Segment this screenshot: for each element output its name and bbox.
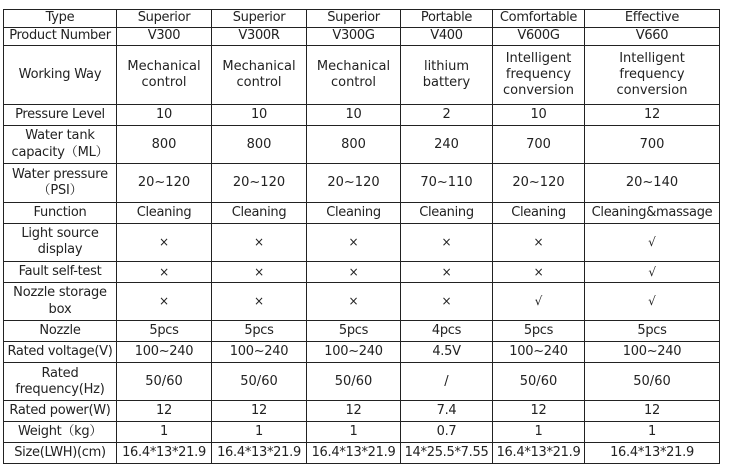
table-cell: 20~120 [493,164,585,202]
table-row [4,45,720,104]
table-cell: Superior [117,10,212,28]
table-cell: Cleaning [493,202,585,223]
table-cell: Cleaning [117,202,212,223]
table-cell: 50/60 [493,363,585,401]
table-cell: 800 [212,125,307,163]
table-cell: 7.4 [401,401,493,422]
table-cell: 4.5V [401,342,493,363]
table-cell: V660 [585,27,720,45]
table-row [4,27,720,45]
table-cell: 16.4*13*21.9 [585,443,720,464]
table-cell: 2 [401,105,493,126]
row-label: Type [4,10,117,28]
spec-table-body [4,10,720,464]
table-row [4,202,720,223]
row-label: Nozzle [4,321,117,342]
table-cell: 20~120 [117,164,212,202]
table-cell: 12 [117,401,212,422]
table-cell: Cleaning&massage [585,202,720,223]
table-cell: Cleaning [307,202,401,223]
table-cell: 12 [307,401,401,422]
table-cell: 5pcs [585,321,720,342]
table-cell: 50/60 [585,363,720,401]
table-cell: × [212,223,307,261]
table-cell: 100~240 [493,342,585,363]
table-cell: 50/60 [117,363,212,401]
table-cell: Superior [212,10,307,28]
table-row [4,282,720,320]
table-cell: 100~240 [585,342,720,363]
table-cell: 1 [212,422,307,443]
table-cell: 50/60 [212,363,307,401]
table-cell: × [117,282,212,320]
table-cell: V400 [401,27,493,45]
table-row [4,262,720,283]
table-row [4,363,720,401]
table-cell: 12 [585,401,720,422]
table-cell: 16.4*13*21.9 [493,443,585,464]
row-label: Rated frequency(Hz) [4,363,117,401]
table-cell: 50/60 [307,363,401,401]
table-cell: Cleaning [401,202,493,223]
row-label: Rated voltage(V) [4,342,117,363]
table-cell: × [307,282,401,320]
row-label: Size(LWH)(cm) [4,443,117,464]
row-label: Weight（kg） [4,422,117,443]
row-label: Working Way [4,45,117,104]
table-cell: lithium battery [401,45,493,104]
table-cell: 800 [307,125,401,163]
table-cell: Portable [401,10,493,28]
table-cell: 700 [493,125,585,163]
table-cell: 10 [307,105,401,126]
table-cell: 100~240 [117,342,212,363]
row-label: Light source display [4,223,117,261]
table-cell: 5pcs [307,321,401,342]
table-cell: √ [585,223,720,261]
row-label: Rated power(W) [4,401,117,422]
row-label: Nozzle storage box [4,282,117,320]
table-row [4,422,720,443]
table-cell: 12 [585,105,720,126]
table-cell: × [307,262,401,283]
table-row [4,342,720,363]
row-label: Pressure Level [4,105,117,126]
table-cell: × [401,282,493,320]
table-cell: √ [585,262,720,283]
table-cell: 10 [493,105,585,126]
table-row [4,10,720,28]
table-cell: 20~120 [307,164,401,202]
table-cell: 100~240 [307,342,401,363]
table-cell: × [212,282,307,320]
table-cell: 16.4*13*21.9 [117,443,212,464]
table-cell: × [117,262,212,283]
table-cell: Mechanical control [307,45,401,104]
table-cell: Mechanical control [212,45,307,104]
table-cell: 14*25.5*7.55 [401,443,493,464]
table-cell: √ [493,282,585,320]
table-cell: 100~240 [212,342,307,363]
table-cell: 1 [117,422,212,443]
table-cell: 240 [401,125,493,163]
table-cell: × [117,223,212,261]
table-cell: 12 [212,401,307,422]
table-cell: Cleaning [212,202,307,223]
table-cell: 1 [307,422,401,443]
table-cell: × [401,223,493,261]
table-row [4,164,720,202]
table-cell: × [307,223,401,261]
table-cell: × [493,223,585,261]
table-cell: / [401,363,493,401]
table-cell: 20~140 [585,164,720,202]
table-cell: 16.4*13*21.9 [212,443,307,464]
table-cell: Mechanical control [117,45,212,104]
table-cell: 5pcs [212,321,307,342]
table-cell: √ [585,282,720,320]
table-cell: 20~120 [212,164,307,202]
table-cell: Intelligent frequency conversion [585,45,720,104]
row-label: Fault self-test [4,262,117,283]
table-cell: 16.4*13*21.9 [307,443,401,464]
table-row [4,125,720,163]
row-label: Water tank capacity（ML） [4,125,117,163]
table-cell: 10 [117,105,212,126]
table-cell: Superior [307,10,401,28]
table-cell: × [493,262,585,283]
table-row [4,321,720,342]
table-cell: 5pcs [493,321,585,342]
spec-table [3,9,720,464]
table-row [4,223,720,261]
table-cell: 0.7 [401,422,493,443]
table-row [4,443,720,464]
table-cell: 1 [585,422,720,443]
table-cell: × [212,262,307,283]
table-cell: 70~110 [401,164,493,202]
row-label: Function [4,202,117,223]
table-row [4,401,720,422]
table-cell: V300R [212,27,307,45]
table-cell: V600G [493,27,585,45]
table-cell: Comfortable [493,10,585,28]
table-row [4,105,720,126]
table-cell: 5pcs [117,321,212,342]
table-cell: V300 [117,27,212,45]
row-label: Product Number [4,27,117,45]
row-label: Water pressure（PSI） [4,164,117,202]
table-cell: V300G [307,27,401,45]
table-cell: 700 [585,125,720,163]
table-cell: 10 [212,105,307,126]
table-cell: 1 [493,422,585,443]
table-cell: × [401,262,493,283]
table-cell: 12 [493,401,585,422]
table-cell: 4pcs [401,321,493,342]
table-cell: Intelligent frequency conversion [493,45,585,104]
table-cell: Effective [585,10,720,28]
table-cell: 800 [117,125,212,163]
